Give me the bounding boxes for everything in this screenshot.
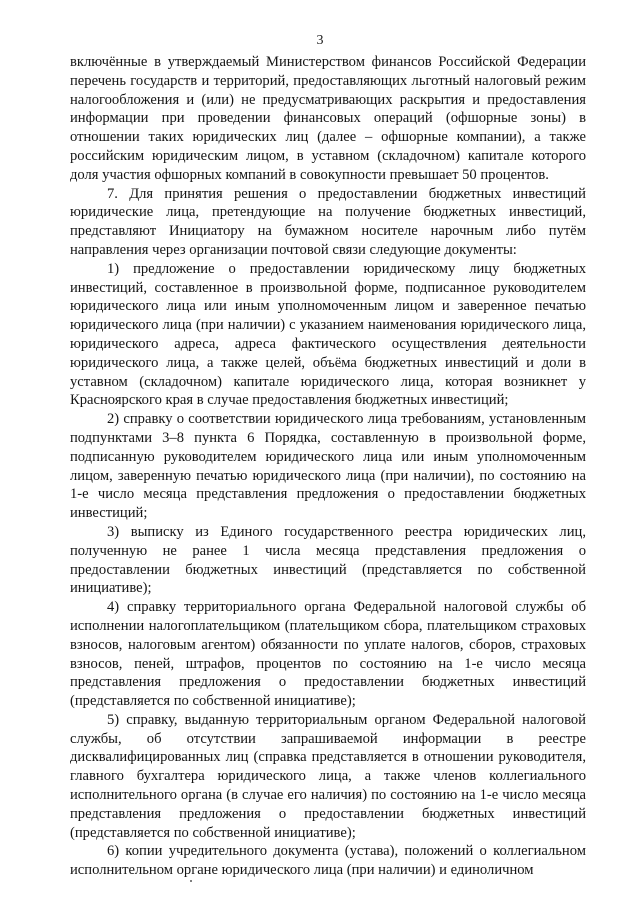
paragraph-continuation: включённые в утверждаемый Министерством финансов Российской Федерации перечень государств и территорий, предоставляющих льготный налоговый режим налогообложения и (или) не предусматривающих раскрытия и предоставления информации при проведении финансовых операций (офшорные зоны) в отношении таких юридических лиц (далее – офшорные компании), а также российским юридическим лицом, в уставном (складочном) капитале которого доля участия офшорных компаний в совокупности превышает 50 процентов. [70,54,586,183]
document-body [70,53,586,880]
paragraph-subitem-1: 1) предложение о предоставлении юридическому лицу бюджетных инвестиций, составленное в произвольной форме, подписанное руководителем юридического лица или иным уполномоченным лицом и заверенное печатью юридического лица (при наличии) с указанием наименования юридического лица, юридического адреса, адреса фактического осуществления деятельности юридического лица, а также целей, объёма бюджетных инвестиций и доли в уставном (складочном) капитале юридического лица, которая возникнет у Красноярского края в случае предоставления бюджетных инвестиций; [70,260,586,409]
paragraph-item-7: 7. Для принятия решения о предоставлении бюджетных инвестиций юридические лица, претендующие на получение бюджетных инвестиций, представляют Инициатору на бумажном носителе нарочным либо путём направления через организации почтовой связи следующие документы: [70,185,586,258]
paragraph-subitem-3: 3) выписку из Единого государственного реестра юридических лиц, полученную не ранее 1 числа месяца представления предложения о предоставлении бюджетных инвестиций (представляется по собственной инициативе); [70,523,586,597]
scan-speck [190,880,192,882]
paragraph-subitem-2: 2) справку о соответствии юридического лица требованиям, установленным подпунктами 3–8 пункта 6 Порядка, составленную в произвольной форме, подписанную руководителем юридического лица или иным уполномоченным лицом, заверенную печатью юридического лица (при наличии), по состоянию на 1-е число месяца представления предложения о предоставлении бюджетных инвестиций; [70,411,586,522]
paragraph-subitem-4: 4) справку территориального органа Федеральной налоговой службы об исполнении налогоплательщиком (плательщиком сбора, плательщиком страховых взносов, налоговым агентом) обязанности по уплате налогов, сборов, страховых взносов, пеней, штрафов, процентов по состоянию на 1-е число месяца представления предложения о предоставлении бюджетных инвестиций (представляется по собственной инициативе); [70,599,586,710]
paragraph-subitem-6: 6) копии учредительного документа (устава), положений о коллегиальном исполнительном органе юридического лица (при наличии) и единоличном [70,843,586,879]
paragraph-subitem-5: 5) справку, выданную территориальным органом Федеральной налоговой службы, об отсутствии запрашиваемой информации в реестре дисквалифицированных лиц (справка представляется в отношении руководителя, главного бухгалтера юридического лица, а также членов коллегиального исполнительного органа (в случае его наличия) по состоянию на 1-е число месяца представления предложения о предоставлении бюджетных инвестиций (представляется по собственной инициативе); [70,711,586,841]
page-number: 3 [316,33,324,48]
